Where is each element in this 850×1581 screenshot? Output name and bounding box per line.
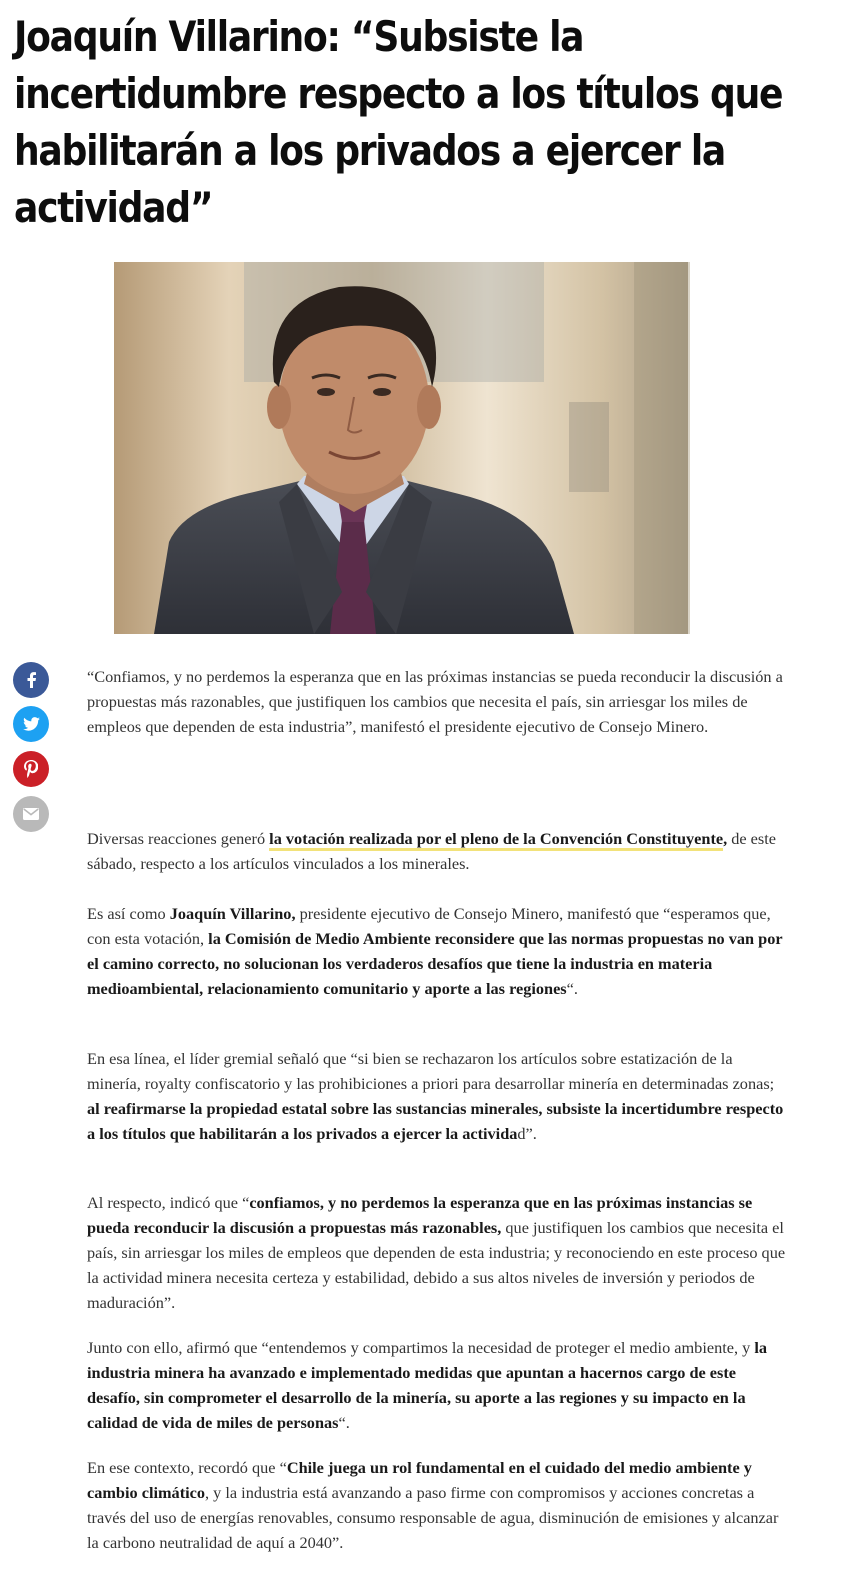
lead-quote-text: “Confiamos, y no perdemos la esperanza que en las próximas instancias se pueda reconducir la discusión a propuestas más razonables, que justifiquen los cambios que necesita el país, sin arriesgar los miles de empleos que dependen de esta industria”, manifestó el presidente ejecutivo de Consejo Minero. bbox=[87, 667, 783, 736]
p3-text-a: En esa línea, el líder gremial señaló que “si bien se rechazaron los artículos sobre estatización de la minería, royalty confiscatorio y las prohibiciones a priori para desarrollar minería en determinadas zonas; bbox=[87, 1049, 775, 1093]
p5-bold-quote: la industria minera ha avanzado e implementado medidas que apuntan a hacernos cargo de este desafío, sin comprometer el desarrollo de la minería, su aporte a las regiones y su impacto en la calidad de vida de miles de personas bbox=[87, 1338, 767, 1432]
p1-text-a: Diversas reacciones generó bbox=[87, 829, 270, 848]
facebook-icon bbox=[24, 672, 38, 688]
p6-bold-quote: Chile juega un rol fundamental en el cuidado del medio ambiente y cambio climático bbox=[87, 1458, 752, 1502]
email-icon bbox=[23, 808, 39, 820]
twitter-icon bbox=[23, 717, 40, 731]
p6-text-c: , y la industria está avanzando a paso firme con compromisos y acciones concretas a través del uso de energías renovables, consumo responsable de agua, disminución de emisiones y alcanzar la carbono neutralidad de aquí a 2040”. bbox=[87, 1483, 779, 1552]
p2-text-c: presidente ejecutivo de Consejo Minero, manifestó que “esperamos que, con esta votación, bbox=[87, 904, 771, 948]
p2-text-e: “. bbox=[566, 979, 578, 998]
p4-bold-quote: confiamos, y no perdemos la esperanza que en las próximas instancias se pueda reconducir la discusión a propuestas más razonables, bbox=[87, 1193, 753, 1237]
paragraph-6 bbox=[87, 1455, 787, 1555]
p2-bold-quote: la Comisión de Medio Ambiente reconsidere que las normas propuestas no van por el camino correcto, no solucionan los verdaderos desafíos que tiene la industria en materia medioambiental, relacionamiento comunitario y aporte a las regiones bbox=[87, 929, 783, 998]
pinterest-icon bbox=[24, 760, 38, 778]
share-facebook-button[interactable] bbox=[13, 662, 49, 698]
p2-text-a: Es así como bbox=[87, 904, 170, 923]
p4-text-c: que justifiquen los cambios que necesita el país, sin arriesgar los miles de empleos que dependen de esta industria; y reconociendo en este proceso que la actividad minera necesita certeza y estabilidad, debido a sus altos niveles de inversión y periodos de maduración”. bbox=[87, 1218, 786, 1312]
p6-text-a: En ese contexto, recordó que “ bbox=[87, 1458, 287, 1477]
paragraph-1 bbox=[87, 826, 787, 876]
paragraph-4 bbox=[87, 1190, 787, 1315]
portrait-illustration bbox=[114, 262, 688, 634]
convencion-vote-link[interactable]: la votación realizada por el pleno de la Convención Constituyente bbox=[269, 829, 723, 851]
share-email-button[interactable] bbox=[13, 796, 49, 832]
p1-comma: , bbox=[723, 829, 728, 848]
paragraph-5 bbox=[87, 1335, 787, 1435]
p3-text-c: d”. bbox=[517, 1124, 537, 1143]
lead-quote bbox=[87, 664, 787, 739]
article-photo bbox=[114, 262, 690, 634]
p1-text-c: de este sábado, respecto a los artículos vinculados a los minerales. bbox=[87, 829, 776, 873]
share-twitter-button[interactable] bbox=[13, 706, 49, 742]
p5-text-a: Junto con ello, afirmó que “entendemos y compartimos la necesidad de proteger el medio ambiente, y bbox=[87, 1338, 755, 1357]
share-pinterest-button[interactable] bbox=[13, 751, 49, 787]
paragraph-3 bbox=[87, 1046, 787, 1146]
p3-bold-quote: al reafirmarse la propiedad estatal sobre las sustancias minerales, subsiste la incertidumbre respecto a los títulos que habilitarán a los privados a ejercer la activida bbox=[87, 1099, 784, 1143]
paragraph-2 bbox=[87, 901, 787, 1001]
p4-text-a: Al respecto, indicó que “ bbox=[87, 1193, 250, 1212]
p5-text-c: “. bbox=[338, 1413, 350, 1432]
article-title: Joaquín Villarino: “Subsiste la incertidumbre respecto a los títulos que habilitarán a los privados a ejercer la actividad” bbox=[14, 12, 783, 232]
p2-bold-name: Joaquín Villarino, bbox=[169, 904, 296, 923]
